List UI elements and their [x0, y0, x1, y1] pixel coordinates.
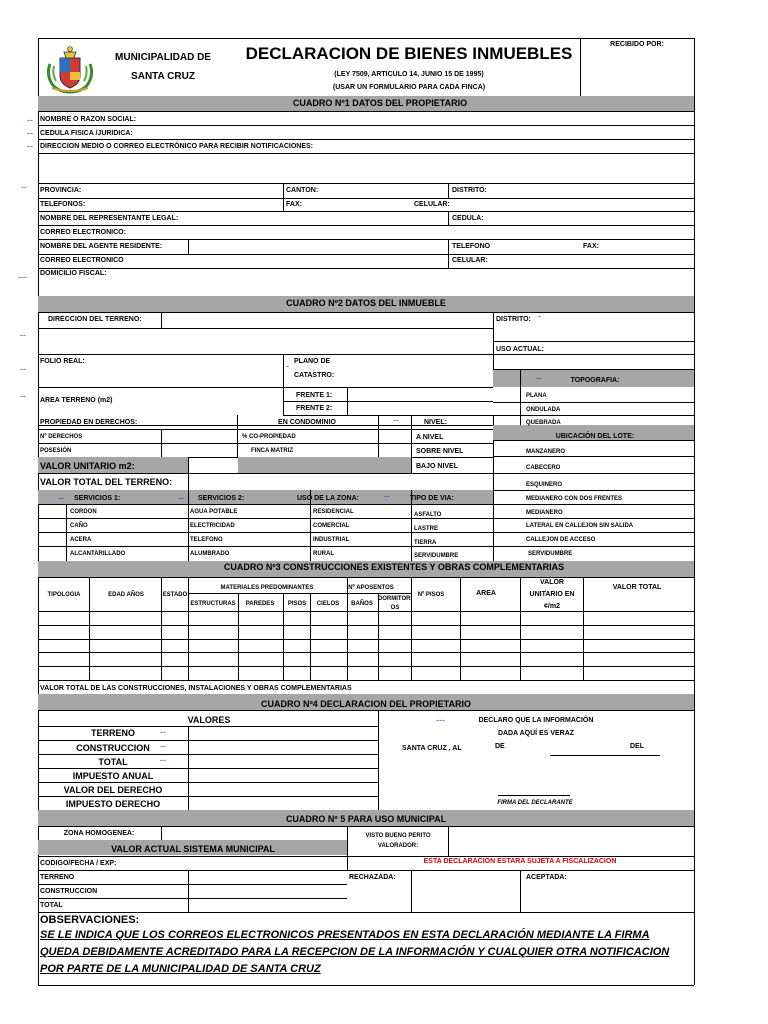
values-header: VALORES	[187, 715, 231, 725]
form-line	[161, 826, 162, 840]
col-dormitorios-2: OS	[390, 605, 400, 611]
road-servidumbre: SERVIDUMBRE	[414, 553, 459, 559]
col-edad: EDAD AÑOS	[108, 592, 144, 598]
location-callejon-acceso: CALLEJON DE ACCESO	[526, 537, 596, 543]
homogeneous-zone-label: ZONA HOMOGENEA:	[63, 830, 135, 837]
right-value-label: VALOR DEL DERECHO	[63, 785, 163, 795]
form-line	[38, 826, 694, 827]
cadastral-plan-label-1: PLANO DE	[294, 358, 331, 365]
form-line	[38, 856, 694, 857]
col-banos: BAÑOS	[351, 601, 373, 607]
land-total-value-label: VALOR TOTAL DEL TERRENO:	[40, 477, 173, 487]
service-agua-potable: AGUA POTABLE	[190, 509, 238, 515]
current-use-label: USO ACTUAL:	[496, 346, 544, 353]
service-cordon: CORDON	[70, 509, 97, 515]
service-cano: CAÑO	[70, 523, 88, 529]
form-line	[161, 429, 162, 457]
blue-marker: --	[27, 115, 33, 125]
topography-quebrada: QUEBRADA	[526, 420, 561, 426]
blue-marker: --	[160, 755, 166, 765]
declaration-line-2: DADA AQUÍ ES VERAZ	[497, 730, 575, 737]
form-line	[520, 870, 521, 912]
form-line	[38, 473, 493, 474]
form-line	[283, 401, 493, 402]
form-line	[89, 577, 90, 680]
form-line	[38, 546, 493, 547]
legal-representative-label: NOMBRE DEL REPRESENTANTE LEGAL:	[40, 215, 179, 222]
form-line	[188, 593, 411, 594]
form-line	[378, 710, 379, 810]
topography-ondulada: ONDULADA	[526, 407, 561, 413]
folio-real-label: FOLIO REAL:	[40, 358, 85, 365]
location-medianero-dos-frentes: MEDIANERO CON DOS FRENTES	[526, 496, 623, 502]
agent-phone-label: TELEFONO	[452, 243, 491, 250]
form-line	[493, 402, 694, 403]
form-line	[38, 354, 694, 355]
form-line	[38, 740, 378, 741]
col-materiales: MATERIALES PREDOMINANTES	[220, 585, 314, 591]
property-rights-label: PROPIEDAD EN DERECHOS:	[40, 419, 138, 426]
form-line	[38, 898, 347, 899]
form-line	[520, 369, 521, 425]
form-line	[38, 652, 694, 653]
municipal-crest-icon	[44, 44, 96, 94]
form-line	[347, 826, 348, 870]
form-line	[38, 504, 493, 505]
appraiser-approval-label-2: VALORADOR:	[377, 843, 419, 849]
form-line	[411, 415, 412, 473]
declared-construccion-label: CONSTRUCCION	[76, 743, 150, 753]
zone-industrial: INDUSTRIAL	[313, 537, 350, 543]
service-electricidad: ELECTRICIDAD	[190, 523, 235, 529]
blue-marker: -	[286, 361, 289, 371]
fax-label: FAX:	[286, 201, 302, 208]
owner-id-label: CEDULA FISICA /JURIDICA:	[40, 130, 133, 137]
form-line	[378, 415, 379, 457]
form-line	[38, 754, 378, 755]
form-line	[493, 440, 694, 441]
municipal-terreno-label: TERRENO	[40, 874, 75, 881]
services-2-header: SERVICIOS 2:	[198, 495, 245, 502]
location-lateral-callejon: LATERAL EN CALLEJON SIN SALIDA	[526, 523, 634, 529]
form-line	[38, 768, 378, 769]
observations-title: OBSERVACIONES:	[40, 914, 140, 926]
form-line	[38, 518, 493, 519]
owner-email-label: CORREO ELECTRONICO:	[40, 229, 126, 236]
level-sobre-nivel: SOBRE NIVEL	[416, 448, 464, 455]
form-line	[38, 870, 694, 871]
form-line	[38, 532, 493, 533]
service-alumbrado: ALUMBRADO	[190, 551, 230, 557]
road-type-header: TIPO DE VIA:	[410, 495, 454, 502]
col-paredes: PAREDES	[245, 601, 275, 607]
shaded-band	[238, 457, 411, 473]
blue-marker: --	[536, 373, 542, 383]
form-line	[38, 125, 694, 126]
phones-label: TELEFONOS:	[40, 201, 86, 208]
zone-comercial: COMERCIAL	[313, 523, 350, 529]
form-line	[411, 577, 412, 680]
col-area: AREA	[476, 590, 496, 597]
col-estado: ESTADO	[162, 592, 188, 598]
section-2-title: CUADRO Nº2 DATOS DEL INMUEBLE	[286, 298, 446, 308]
blue-marker: --	[20, 391, 26, 401]
declaration-place: SANTA CRUZ , AL	[402, 745, 462, 752]
municipal-total-label: TOTAL	[40, 902, 63, 909]
canton-label: CANTON:	[286, 187, 319, 194]
form-line	[188, 870, 189, 912]
form-line	[493, 490, 694, 491]
service-acera: ACERA	[70, 537, 92, 543]
location-cabecero: CABECERO	[526, 465, 561, 471]
section-1-title: CUADRO Nº1 DATOS DEL PROPIETARIO	[292, 98, 468, 108]
section-5-title: CUADRO Nº 5 PARA USO MUNICIPAL	[285, 814, 447, 824]
blue-marker: --	[384, 491, 390, 501]
blue-marker: --	[20, 330, 26, 340]
declared-terreno-label: TERRENO	[90, 728, 136, 738]
services-1-header: SERVICIOS 1:	[74, 495, 121, 502]
col-cielos: CIELOS	[316, 601, 340, 607]
form-line	[38, 782, 378, 783]
law-reference: (LEY 7509, ARTICULO 14, JUNIO 15 DE 1995)	[334, 71, 484, 78]
form-line	[493, 504, 694, 505]
topography-plana: PLANA	[526, 393, 547, 399]
form-line	[38, 796, 378, 797]
form-line	[498, 795, 570, 796]
district-label: DISTRITO:	[452, 187, 487, 194]
form-line	[38, 211, 694, 212]
form-line	[38, 38, 694, 39]
form-line	[38, 239, 694, 240]
level-a-nivel: A NIVEL	[416, 434, 444, 441]
form-line	[38, 139, 694, 140]
form-line	[38, 611, 694, 612]
form-line	[38, 183, 694, 184]
location-manzanero: MANZANERO	[526, 449, 565, 455]
form-line	[38, 625, 694, 626]
property-district-label: DISTRITO:	[496, 316, 531, 323]
blue-marker: -	[538, 311, 541, 321]
form-title: DECLARACION DE BIENES INMUEBLES	[245, 44, 573, 63]
road-asfalto: ASFALTO	[414, 512, 442, 518]
form-line	[448, 239, 449, 268]
form-usage-note: (USAR UN FORMULARIO PARA CADA FINCA)	[332, 84, 486, 91]
form-line	[38, 577, 694, 578]
form-line	[493, 518, 694, 519]
form-line	[493, 456, 694, 457]
form-line	[694, 38, 695, 985]
service-alcantarillado: ALCANTARILLADO	[70, 551, 126, 557]
form-line	[493, 415, 694, 416]
cellphone-label: CELULAR:	[414, 201, 450, 208]
blue-marker: --	[21, 182, 27, 192]
notification-address-label: DIRECCION MEDIO O CORREO ELECTRÓNICO PARA RECIBIR NOTIFICACIONES:	[40, 143, 314, 150]
form-line	[188, 239, 189, 254]
form-line	[38, 639, 694, 640]
blue-marker: --	[178, 493, 184, 503]
form-line	[411, 870, 412, 912]
form-line	[38, 111, 694, 112]
representative-id-label: CEDULA:	[452, 215, 484, 222]
co-ownership-label: % CO-PROPIEDAD	[242, 434, 296, 440]
blue-marker: ---	[436, 715, 445, 725]
condominium-label: EN CONDOMINIO	[278, 419, 336, 426]
front-2-label: FRENTE 2:	[296, 405, 333, 412]
form-line	[460, 577, 461, 680]
resident-agent-label: NOMBRE DEL AGENTE RESIDENTE:	[40, 243, 163, 250]
form-line	[38, 387, 493, 388]
form-line	[520, 577, 521, 680]
col-unit-value-1: VALOR	[540, 579, 564, 586]
rejected-label: RECHAZADA:	[349, 874, 396, 881]
form-line	[283, 415, 493, 416]
possession-label: POSESIÓN	[40, 448, 72, 454]
agent-email-label: CORREO ELECTRONICO	[40, 257, 124, 264]
blue-marker: --	[27, 128, 33, 138]
form-line	[583, 577, 584, 680]
form-line	[38, 666, 694, 667]
form-line	[448, 211, 449, 225]
form-line	[237, 415, 238, 457]
received-by-label: RECIBIDO POR:	[610, 41, 664, 48]
form-line	[493, 473, 694, 474]
form-line	[38, 985, 694, 986]
declarant-signature-label: FIRMA DEL DECLARANTE	[497, 800, 573, 806]
master-property-label: FINCA MATRIZ	[251, 448, 293, 454]
blue-marker: --	[20, 364, 26, 374]
form-line	[38, 268, 694, 269]
form-line	[605, 755, 660, 756]
fiscalization-notice: ESTA DECLARACION ESTARA SUJETA A FISCALIZACION	[423, 858, 617, 865]
form-line	[38, 225, 694, 226]
col-pisos: PISOS	[287, 601, 307, 607]
form-line	[38, 153, 694, 154]
form-line	[38, 680, 694, 681]
form-line	[550, 755, 605, 756]
col-unit-value-3: ¢/m2	[544, 603, 560, 610]
constructions-total-label: VALOR TOTAL DE LAS CONSTRUCCIONES, INSTALACIONES Y OBRAS COMPLEMENTARIAS	[40, 685, 352, 692]
fiscal-address-label: DOMICILIO FISCAL:	[40, 270, 107, 277]
zone-use-header: USO DE LA ZONA:	[297, 495, 359, 502]
form-line	[38, 312, 694, 313]
section-3-title: CUADRO Nº3 CONSTRUCCIONES EXISTENTES Y OBRAS COMPLEMENTARIAS	[223, 562, 565, 572]
form-line	[38, 884, 347, 885]
blue-marker: ---	[18, 272, 27, 282]
form-line	[493, 546, 694, 547]
right-tax-label: IMPUESTO DERECHO	[65, 799, 161, 809]
section-4-title: CUADRO Nº4 DECLARACION DEL PROPIETARIO	[261, 699, 471, 709]
col-num-pisos: Nº PISOS	[417, 592, 445, 598]
declaration-de: DE	[495, 743, 505, 750]
code-date-file-label: CODIGO/FECHA / EXP:	[40, 860, 117, 867]
col-aposentos: Nº APOSENTOS	[348, 585, 394, 591]
form-line	[38, 254, 694, 255]
current-municipal-value-header: VALOR ACTUAL SISTEMA MUNICIPAL	[111, 844, 275, 854]
province-label: PROVINCIA:	[40, 187, 82, 194]
form-line	[38, 443, 411, 444]
col-total-value: VALOR TOTAL	[612, 584, 662, 591]
level-header: NIVEL:	[424, 419, 447, 426]
rights-count-label: Nº DERECHOS	[40, 434, 83, 440]
form-line	[161, 312, 162, 328]
form-line	[283, 354, 284, 387]
col-estructuras: ESTRUCTURAS	[190, 601, 236, 607]
form-line	[283, 183, 284, 211]
form-line	[448, 183, 449, 198]
zone-rural: RURAL	[313, 551, 334, 557]
blue-marker: --	[58, 493, 64, 503]
col-tipologia: TIPOLOGIA	[47, 592, 81, 598]
road-lastre: LASTRE	[414, 526, 438, 532]
municipality-name-line-1: MUNICIPALIDAD DE	[115, 52, 211, 63]
observations-text: SE LE INDICA QUE LOS CORREOS ELECTRONICOS PRESENTADOS EN ESTA DECLARACIÓN MEDIANTE LA FIRMA QUEDA DEBIDAMENTE ACREDITADO PARA LA RECEPCION DE LA INFORMACIÓN Y CUALQUIER OTRA NOTIFICACION POR PARTE DE LA MUNICIPALIDAD DE SANTA CRUZ	[40, 929, 670, 975]
location-servidumbre: SERVIDUMBRE	[528, 551, 573, 557]
form-line	[38, 328, 493, 329]
cadastral-plan-label-2: CATASTRO:	[294, 372, 335, 379]
col-dormitorios-1: DORMITORI	[377, 596, 413, 602]
form-line	[493, 341, 694, 342]
agent-cellphone-label: CELULAR:	[452, 257, 488, 264]
land-area-label: AREA TERRENO (m2)	[40, 397, 113, 404]
accepted-label: ACEPTADA:	[526, 874, 567, 881]
form-line	[493, 532, 694, 533]
form-line	[38, 429, 493, 430]
road-tierra: TIERRA	[414, 540, 437, 546]
form-line	[38, 710, 694, 711]
form-line	[188, 490, 189, 561]
agent-fax-label: FAX:	[583, 243, 599, 250]
form-line	[448, 826, 449, 856]
lot-location-header: UBICACIÓN DEL LOTE:	[555, 433, 635, 440]
blue-marker: --	[160, 727, 166, 737]
form-line	[411, 457, 493, 458]
form-line	[411, 443, 493, 444]
municipality-name-line-2: SANTA CRUZ	[131, 71, 195, 82]
location-esquinero: ESQUINERO	[526, 482, 563, 488]
form-line	[38, 198, 694, 199]
level-bajo-nivel: BAJO NIVEL	[416, 463, 459, 470]
municipal-construccion-label: CONSTRUCCION	[40, 888, 98, 895]
owner-name-label: NOMBRE O RAZON SOCIAL:	[40, 116, 137, 123]
land-address-label: DIRECCION DEL TERRENO:	[48, 316, 142, 323]
blue-marker: --	[27, 141, 33, 151]
blue-marker: --	[160, 741, 166, 751]
col-unit-value-2: UNITARIO EN	[529, 591, 575, 598]
appraiser-approval-label-1: VISTO BUENO PERITO	[365, 833, 431, 839]
form-line	[38, 912, 694, 913]
topography-header: TOPOGRAFIA:	[570, 377, 620, 384]
location-medianero: MEDIANERO	[526, 510, 563, 516]
declared-total-label: TOTAL	[98, 757, 128, 767]
front-1-label: FRENTE 1:	[296, 392, 333, 399]
annual-tax-label: IMPUESTO ANUAL	[72, 771, 154, 781]
form-line	[188, 457, 189, 490]
unit-value-label: VALOR UNITARIO m2:	[40, 461, 135, 471]
declaration-del: DEL	[630, 743, 644, 750]
zone-residencial: RESIDENCIAL	[313, 509, 354, 515]
service-telefono: TELEFONO	[190, 537, 223, 543]
blue-marker: --	[393, 415, 399, 425]
declaration-line-1: DECLARO QUE LA INFORMACIÓN	[478, 717, 594, 724]
form-line	[38, 726, 378, 727]
form-line	[493, 369, 694, 370]
form-line	[580, 38, 581, 96]
